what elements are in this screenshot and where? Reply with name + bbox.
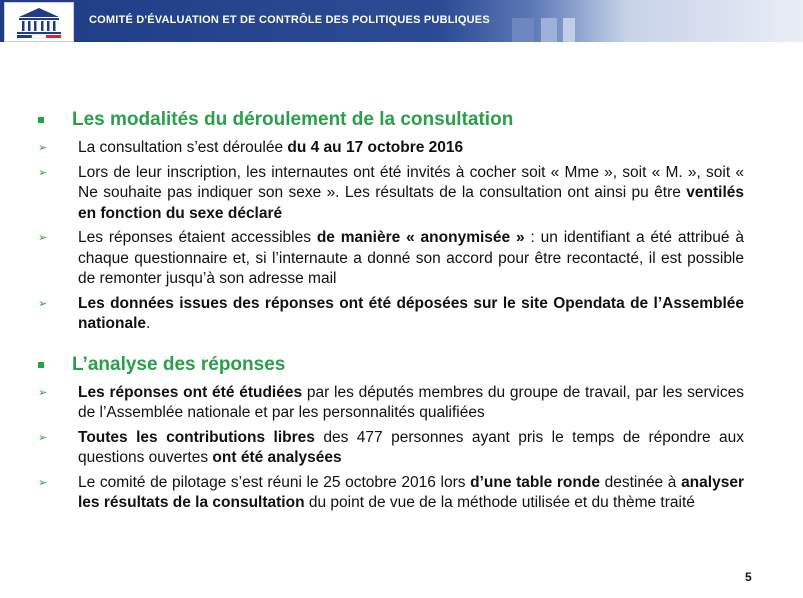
bullet-text: [78, 473, 744, 514]
bullet-item: [38, 428, 744, 469]
bullet-text: [78, 228, 744, 290]
bullet-text: [78, 138, 744, 159]
section-title: [38, 108, 744, 132]
header-banner: [0, 0, 803, 42]
bold-text: ventilés en fonction du sexe déclaré: [78, 184, 744, 222]
square-bullet-icon: [38, 362, 44, 368]
bold-text: analyser les résultats de la consultation: [78, 473, 744, 511]
square-bullet-icon: [38, 117, 44, 123]
bold-text: Toutes les contributions libres: [78, 428, 315, 446]
bullet-item: [38, 294, 744, 335]
bullet-item: [38, 138, 744, 159]
bullet-text: [78, 383, 744, 424]
section-title-text: Les modalités du déroulement de la consultation: [72, 109, 514, 130]
bullet-text: [78, 294, 744, 335]
assemblee-nationale-logo-icon: [4, 2, 74, 42]
arrow-bullet-icon: ➢: [38, 297, 48, 310]
text-segment: des 477 personnes ayant pris le temps de répondre aux questions ouvertes: [78, 428, 744, 466]
header-title: COMITÉ D'ÉVALUATION ET DE CONTRÔLE DES POLITIQUES PUBLIQUES: [89, 14, 490, 26]
bold-text: de manière « anonymisée »: [316, 229, 525, 246]
header-stripe: [541, 18, 557, 42]
bold-text: ont été analysées: [212, 449, 342, 466]
text-segment: Le comité de pilotage s’est réuni le 25 octobre 2016 lors: [78, 473, 471, 491]
arrow-bullet-icon: ➢: [38, 386, 48, 399]
header-stripe: [563, 18, 575, 42]
arrow-bullet-icon: ➢: [38, 166, 48, 179]
bold-text: Les réponses ont été étudiées: [78, 383, 303, 401]
bullet-text: [78, 163, 744, 225]
text-segment: La consultation s’est déroulée: [78, 139, 288, 156]
bold-text: Les données issues des réponses ont été déposées sur le site Opendata de l’Assemblée nationale: [78, 294, 744, 332]
header-stripe: [512, 18, 534, 42]
arrow-bullet-icon: ➢: [38, 142, 48, 154]
bold-text: d’une table ronde: [470, 473, 600, 491]
bullet-item: [38, 163, 744, 225]
arrow-bullet-icon: ➢: [38, 232, 48, 244]
text-segment: par les députés membres du groupe de travail, par les services de l’Assemblée nationale et par les personnalités qualifiées: [78, 383, 744, 421]
arrow-bullet-icon: ➢: [38, 476, 48, 489]
text-segment: Les réponses étaient accessibles: [78, 229, 317, 246]
text-segment: destinée à: [599, 473, 682, 491]
text-segment: : un identifiant a été attribué à chaque questionnaire et, si l’internaute a donné son accord pour être recontacté, il est possible de remonter jusqu’à son adresse mail: [78, 229, 744, 287]
arrow-bullet-icon: ➢: [38, 431, 48, 444]
section-title: [38, 353, 744, 377]
section-title-text: L’analyse des réponses: [72, 353, 286, 375]
bullet-text: [78, 428, 744, 469]
page-number: 5: [745, 570, 752, 584]
text-segment: du point de vue de la méthode utilisée et du thème traité: [304, 494, 695, 511]
slide-content: [38, 108, 744, 518]
text-segment: .: [146, 315, 151, 332]
bold-text: du 4 au 17 octobre 2016: [287, 139, 464, 156]
bullet-item: [38, 383, 744, 424]
bullet-item: [38, 473, 744, 514]
bullet-item: [38, 228, 744, 290]
text-segment: Lors de leur inscription, les internautes ont été invités à cocher soit « Mme », soit « M. », soit « Ne souhaite pas indiquer son sexe ». Les résultats de la consultation ont ainsi pu être: [78, 163, 744, 201]
